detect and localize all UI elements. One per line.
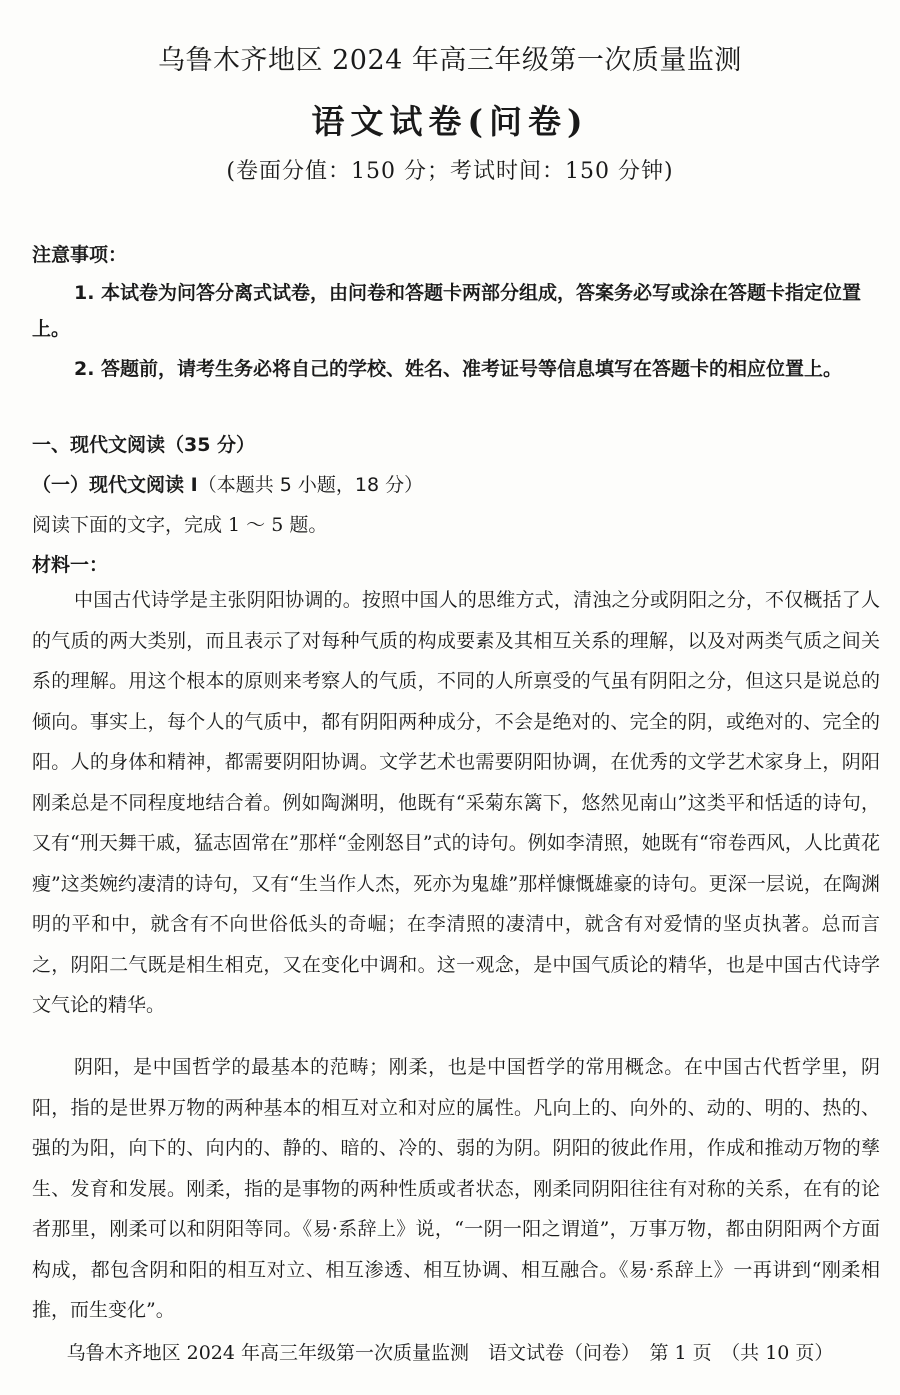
reading-instruction: 阅读下面的文字，完成 1 ～ 5 题。 [32, 514, 328, 536]
exam-title: 乌鲁木齐地区 2024 年高三年级第一次质量监测 [158, 45, 742, 76]
material-label: 材料一： [32, 554, 109, 576]
material-paragraph: 阴阳，是中国哲学的最基本的范畴；刚柔，也是中国哲学的常用概念。在中国古代哲学里，阴阳，指的是世界万物的两种基本的相互对立和对应的属性。凡向上的、向外的、动的、明的、热的、强的为阳，向下的、向内的、静的、暗的、冷的、弱的为阴。阴阳的彼此作用，作成和推动万物的孳生、发育和发展。刚柔，指的是事物的两种性质或者状态，刚柔同阴阳往往有对称的关系，在有的论者那里，刚柔可以和阴阳等同。《易·系辞上》说，“一阴一阳之谓道”，万事万物，都由阴阳两个方面构成，都包含阴和阳的相互对立、相互渗透、相互协调、相互融合。《易·系辞上》一再讲到“刚柔相推，而生变化”。 [32, 1056, 880, 1321]
notice-heading: 注意事项： [32, 244, 128, 266]
notice-item: 1. 本试卷为问答分离式试卷，由问卷和答题卡两部分组成，答案务必写或涂在答题卡指定位置上。 [32, 282, 862, 340]
notice-item: 2. 答题前，请考生务必将自己的学校、姓名、准考证号等信息填写在答题卡的相应位置上。 [74, 358, 843, 380]
subsection-note: （本题共 5 小题，18 分） [197, 474, 424, 496]
subsection-heading [32, 470, 423, 497]
section-heading: 一、现代文阅读（35 分） [32, 434, 256, 456]
subsection-title: （一）现代文阅读 I [32, 474, 198, 496]
page-footer: 乌鲁木齐地区 2024 年高三年级第一次质量监测 语文试卷（问卷） 第 1 页 （共 10 页） [66, 1342, 834, 1364]
exam-meta: (卷面分值：150 分；考试时间：150 分钟) [226, 159, 674, 184]
paper-subtitle: 语文试卷(问卷) [311, 102, 589, 141]
material-paragraph: 中国古代诗学是主张阴阳协调的。按照中国人的思维方式，清浊之分或阴阳之分，不仅概括了人的气质的两大类别，而且表示了对每种气质的构成要素及其相互关系的理解，以及对两类气质之间关系的理解。用这个根本的原则来考察人的气质，不同的人所禀受的气虽有阴阳之分，但这只是说总的倾向。事实上，每个人的气质中，都有阴阳两种成分，不会是绝对的、完全的阴，或绝对的、完全的阳。人的身体和精神，都需要阴阳协调。文学艺术也需要阴阳协调，在优秀的文学艺术家身上，阴阳刚柔总是不同程度地结合着。例如陶渊明，他既有“采菊东篱下，悠然见南山”这类平和恬适的诗句，又有“刑天舞干戚，猛志固常在”那样“金刚怒目”式的诗句。例如李清照，她既有“帘卷西风，人比黄花瘦”这类婉约凄清的诗句，又有“生当作人杰，死亦为鬼雄”那样慷慨雄豪的诗句。更深一层说，在陶渊明的平和中，就含有不向世俗低头的奇崛；在李清照的凄清中，就含有对爱情的坚贞执著。总而言之，阴阳二气既是相生相克，又在变化中调和。这一观念，是中国气质论的精华，也是中国古代诗学文气论的精华。 [32, 589, 880, 1016]
